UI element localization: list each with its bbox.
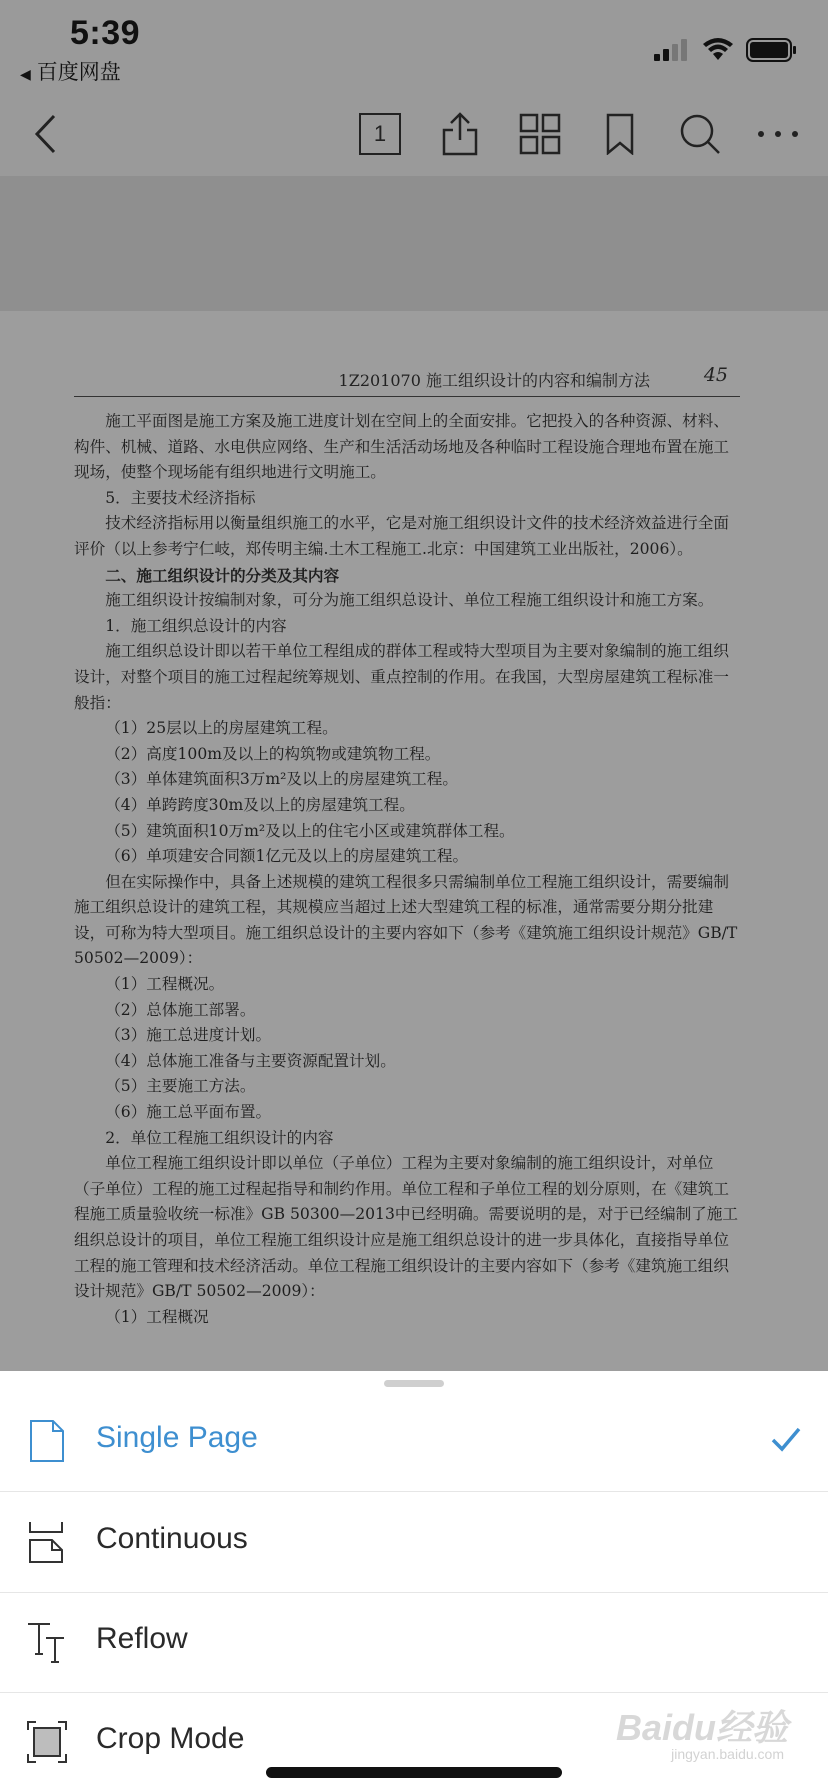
page-number-button[interactable]	[354, 108, 406, 160]
back-to-app-link[interactable]	[20, 56, 121, 86]
list-item: （5）主要施工方法。	[105, 1077, 256, 1096]
grid-icon	[519, 113, 561, 155]
list-item: （1）工程概况	[105, 1307, 209, 1326]
battery-icon	[746, 37, 798, 63]
home-indicator[interactable]	[266, 1767, 562, 1778]
section-heading: 二、施工组织设计的分类及其内容	[105, 565, 340, 585]
view-mode-single-page[interactable]	[0, 1391, 828, 1492]
paragraph: 施工组织设计按编制对象，可分为施工组织总设计、单位工程施工组织设计和施工方案。	[105, 591, 714, 610]
single-page-icon	[26, 1419, 68, 1463]
crop-mode-icon	[26, 1720, 68, 1764]
page-header	[74, 364, 740, 397]
more-button[interactable]	[752, 108, 804, 160]
view-mode-continuous[interactable]	[0, 1492, 828, 1593]
list-item: （2）总体施工部署。	[105, 1000, 256, 1019]
paragraph: 但在实际操作中，具备上述规模的建筑工程很多只需编制单位工程施工组织设计，需要编制施工组织总设计的建筑工程，其规模应当超过上述大型建筑工程的标准，通常需要分期分批建设，可称为特大型项目。施工组织总设计的主要内容如下（参考《建筑施工组织设计规范》GB/T 50502—2009）：	[74, 872, 738, 968]
list-item: （6）施工总平面布置。	[105, 1103, 272, 1122]
paragraph: 技术经济指标用以衡量组织施工的水平，它是对施工组织设计文件的技术经济效益进行全面评价（以上参考宁仁岐，郑传明主编.土木工程施工.北京：中国建筑工业出版社，2006）。	[74, 514, 729, 558]
page-number-label: 1	[373, 121, 387, 146]
share-icon	[440, 112, 480, 156]
back-button[interactable]	[20, 108, 72, 160]
page-gap	[0, 176, 828, 311]
cellular-signal-icon	[654, 39, 690, 61]
page-body	[74, 409, 740, 1330]
back-app-label: 百度网盘	[36, 61, 121, 84]
sheet-grabber[interactable]	[384, 1380, 444, 1387]
more-icon	[756, 129, 800, 139]
checkmark-icon	[768, 1421, 804, 1457]
search-icon	[679, 113, 721, 155]
list-item: （2）高度100m及以上的构筑物或建筑物工程。	[105, 744, 441, 763]
watermark-url: jingyan.baidu.com	[671, 1746, 784, 1762]
page-number-box	[359, 113, 401, 155]
reader-toolbar	[0, 90, 828, 176]
continuous-icon	[26, 1520, 68, 1564]
status-bar	[0, 0, 828, 90]
view-mode-label: Crop Mode	[96, 1722, 245, 1755]
header-code: 1Z201070 施工组织设计的内容和编制方法	[338, 371, 650, 390]
watermark-brand: Baidu经验	[615, 1707, 788, 1748]
wifi-icon	[702, 38, 734, 62]
section-heading: 1．施工组织总设计的内容	[105, 616, 287, 635]
list-item: （5）建筑面积10万m²及以上的住宅小区或建筑群体工程。	[105, 821, 515, 840]
list-item: （6）单项建安合同额1亿元及以上的房屋建筑工程。	[105, 847, 469, 866]
reflow-icon	[26, 1620, 68, 1664]
section-heading: 5．主要技术经济指标	[105, 488, 256, 507]
view-mode-reflow[interactable]	[0, 1592, 828, 1693]
view-mode-label: Single Page	[96, 1421, 258, 1454]
status-time: 5:39	[70, 14, 141, 52]
bookmark-button[interactable]	[594, 108, 646, 160]
list-item: （1）工程概况。	[105, 975, 225, 994]
list-item: （1）25层以上的房屋建筑工程。	[105, 719, 338, 738]
paragraph: 施工平面图是施工方案及施工进度计划在空间上的全面安排。它把投入的各种资源、材料、构件、机械、道路、水电供应网络、生产和生活活动场地及各种临时工程设施合理地布置在施工现场，使整个现场能有组织地进行文明施工。	[74, 412, 729, 482]
document-page[interactable]	[0, 311, 828, 1371]
list-item: （3）单体建筑面积3万m²及以上的房屋建筑工程。	[105, 770, 458, 789]
view-mode-label: Reflow	[96, 1622, 188, 1655]
thumbnails-button[interactable]	[514, 108, 566, 160]
list-item: （4）单跨跨度30m及以上的房屋建筑工程。	[105, 795, 415, 814]
section-heading: 2．单位工程施工组织设计的内容	[105, 1128, 334, 1147]
bookmark-icon	[605, 113, 635, 155]
list-item: （4）总体施工准备与主要资源配置计划。	[105, 1051, 396, 1070]
list-item: （3）施工总进度计划。	[105, 1026, 272, 1045]
paragraph: 单位工程施工组织设计即以单位（子单位）工程为主要对象编制的施工组织设计，对单位（子单位）工程的施工过程起指导和制约作用。单位工程和子单位工程的划分原则，在《建筑工程施工质量验收统一标准》GB 50300—2013中已经明确。需要说明的是，对于已经编制了施工组织总设计的项目，单位工程施工组织设计应是施工组织总设计的进一步具体化，直接指导单位工程的施工管理和技术经济活动。单位工程施工组织设计的主要内容如下（参考《建筑施工组织设计规范》GB/T 50502—2009）：	[74, 1154, 738, 1301]
paragraph: 施工组织总设计即以若干单位工程组成的群体工程或特大型项目为主要对象编制的施工组织设计，对整个项目的施工过程起统筹规划、重点控制的作用。在我国，大型房屋建筑工程标准一般指：	[74, 642, 729, 712]
view-mode-label: Continuous	[96, 1522, 248, 1555]
chevron-left-icon	[32, 113, 60, 155]
search-button[interactable]	[674, 108, 726, 160]
share-button[interactable]	[434, 108, 486, 160]
header-page-number: 45	[703, 364, 728, 386]
back-triangle-icon: ◀	[20, 66, 31, 82]
